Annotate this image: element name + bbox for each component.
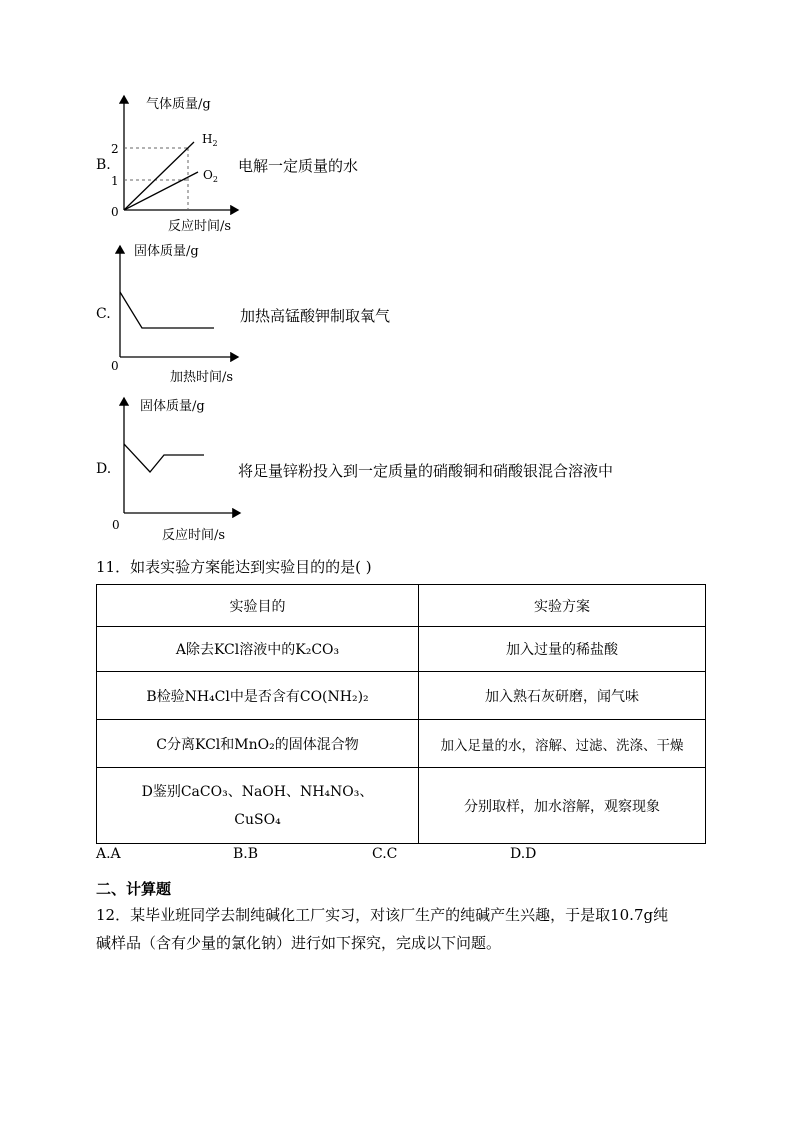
option-b-label: B. <box>96 157 111 173</box>
mass-curve <box>124 444 204 472</box>
table-header-row <box>97 585 706 627</box>
row-d-goal-line2: CuSO₄ <box>234 811 281 828</box>
row-c-goal: C分离KCl和MnO₂的固体混合物 <box>97 720 419 768</box>
y-axis-label: 气体质量/g <box>146 97 211 112</box>
y-axis-label: 固体质量/g <box>140 399 205 414</box>
row-d-goal <box>97 768 419 844</box>
origin: 0 <box>111 359 119 373</box>
choice-c: C.C <box>372 846 398 862</box>
row-d-goal-line1: D鉴别CaCO₃、NaOH、NH₄NO₃、 <box>141 783 374 800</box>
question-11: 11．如表实验方案能达到实验目的的是( ) <box>96 558 372 576</box>
header-goal: 实验目的 <box>97 585 419 627</box>
choice-a: A.A <box>96 846 121 862</box>
choice-b: B.B <box>233 846 259 862</box>
h2-label: $H_2$ <box>202 132 218 148</box>
tick-1: 1 <box>111 174 119 188</box>
experiment-table <box>96 584 706 844</box>
table-row <box>97 768 706 844</box>
table-row <box>97 672 706 720</box>
row-c-plan: 加入足量的水，溶解、过滤、洗涤、干燥 <box>419 720 706 768</box>
x-axis-label: 反应时间/s <box>168 219 232 234</box>
option-d-label: D. <box>96 461 112 477</box>
mass-curve <box>120 292 214 328</box>
question-12-line1: 12．某毕业班同学去制纯碱化工厂实习，对该厂生产的纯碱产生兴趣，于是取10.7g纯 <box>96 906 669 924</box>
option-c-chart <box>108 240 248 388</box>
option-b-caption: 电解一定质量的水 <box>238 157 359 175</box>
option-c-label: C. <box>96 306 111 322</box>
origin: 0 <box>111 205 119 219</box>
option-b-chart <box>108 92 248 237</box>
tick-2: 2 <box>111 142 119 156</box>
row-a-plan: 加入过量的稀盐酸 <box>419 627 706 672</box>
row-b-plan: 加入熟石灰研磨，闻气味 <box>419 672 706 720</box>
table-row <box>97 627 706 672</box>
o2-line <box>124 172 198 210</box>
x-axis-label: 加热时间/s <box>170 370 234 385</box>
y-axis-label: 固体质量/g <box>134 244 199 259</box>
h2-line <box>124 142 194 210</box>
row-d-plan: 分别取样，加水溶解，观察现象 <box>419 768 706 844</box>
option-c-caption: 加热高锰酸钾制取氧气 <box>240 307 391 325</box>
option-d-chart <box>108 392 248 542</box>
question-12-line2: 碱样品（含有少量的氯化钠）进行如下探究，完成以下问题。 <box>96 934 502 952</box>
x-axis-label: 反应时间/s <box>162 528 226 543</box>
row-a-goal: A除去KCl溶液中的K₂CO₃ <box>97 627 419 672</box>
section-title: 二、计算题 <box>96 880 172 898</box>
header-plan: 实验方案 <box>419 585 706 627</box>
origin: 0 <box>112 518 120 532</box>
table-row <box>97 720 706 768</box>
choice-d: D.D <box>510 846 537 862</box>
row-b-goal: B检验NH₄Cl中是否含有CO(NH₂)₂ <box>97 672 419 720</box>
o2-label: $O_2$ <box>203 168 218 184</box>
option-d-caption: 将足量锌粉投入到一定质量的硝酸铜和硝酸银混合溶液中 <box>238 462 614 480</box>
